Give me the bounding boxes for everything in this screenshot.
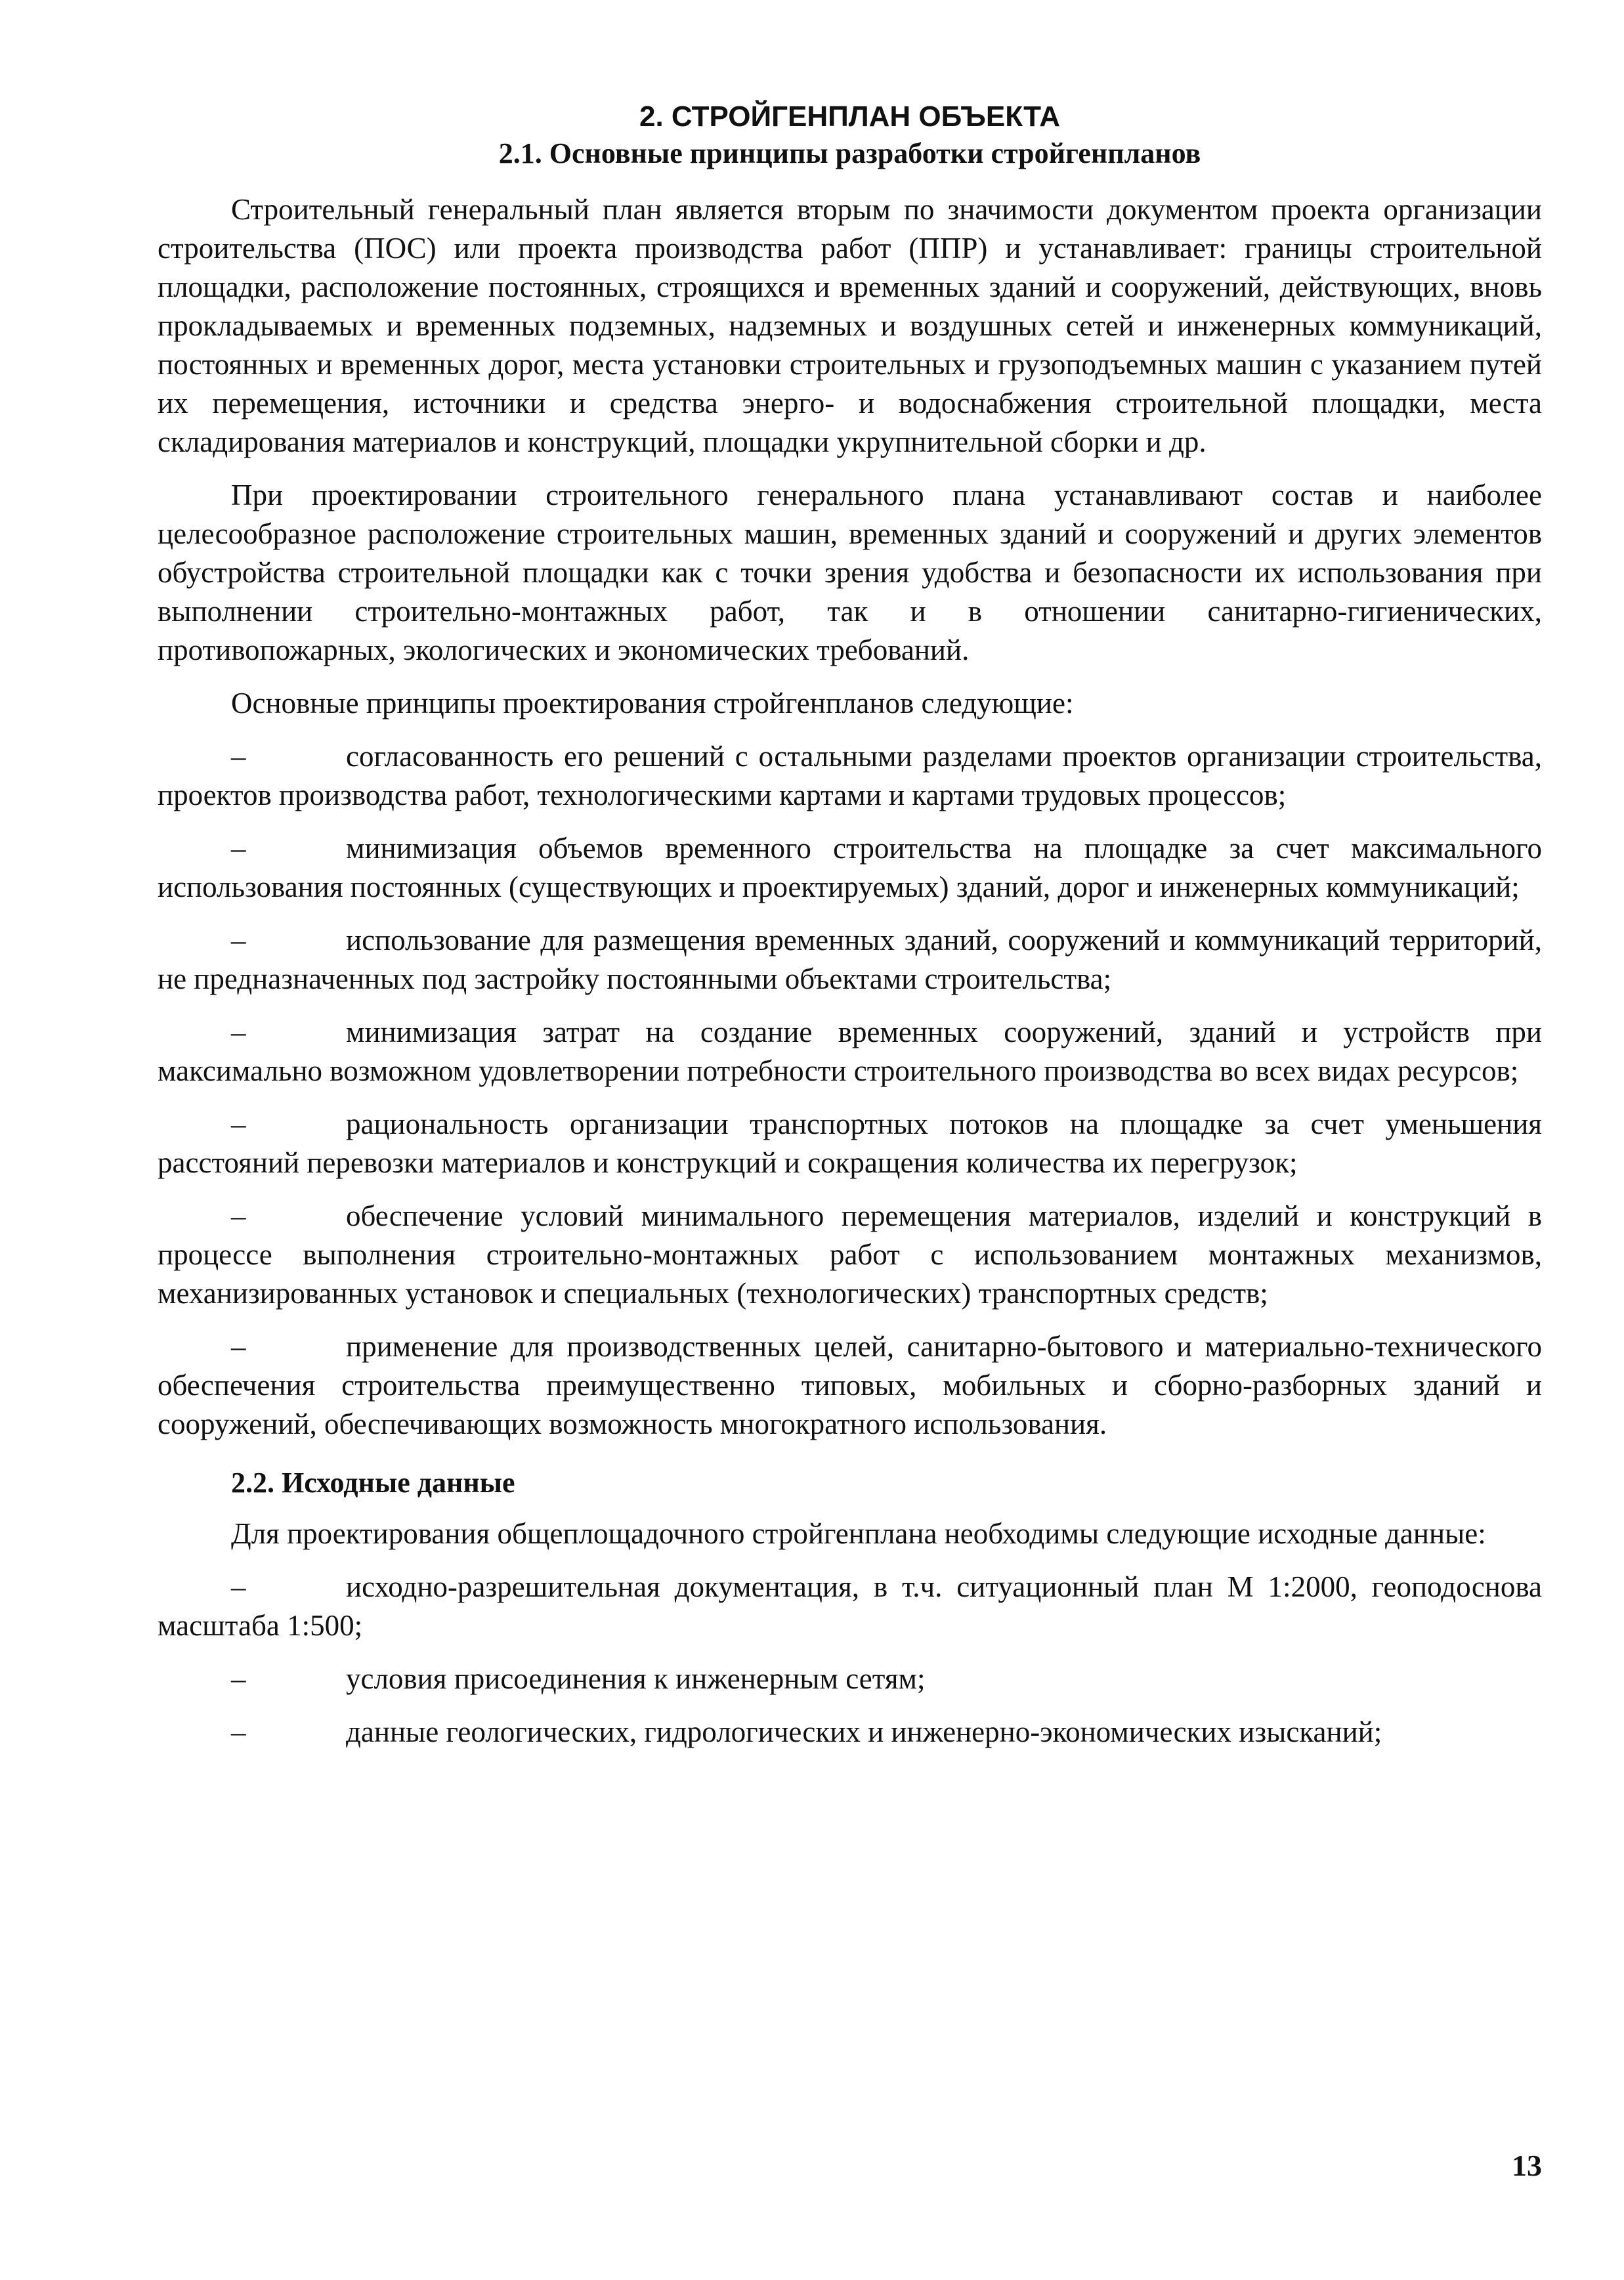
section-heading-2-2: 2.2. Исходные данные [231,1467,515,1499]
list-dash: – [231,1570,246,1603]
list-dash: – [231,1715,246,1748]
list-item-text: применение для производственных целей, санитарно-бытового и материально-технического обеспечения строительства преимущественно типовых, мобильных и сборно-разборных зданий и сооружений, обеспечивающих возможность многократного использования. [158,1330,1542,1440]
list-item [158,1327,1542,1444]
section-heading-2-1: 2.1. Основные принципы разработки стройгенпланов [498,137,1201,169]
list-item-text: обеспечение условий минимального перемещения материалов, изделий и конструкций в процессе выполнения строительно-монтажных работ с использованием монтажных механизмов, механизированных установок и специальных (технологических) транспортных средств; [158,1199,1542,1310]
list-item [158,1660,1542,1698]
list-item-text: минимизация объемов временного строительства на площадке за счет максимального использования постоянных (существующих и проектируемых) зданий, дорог и инженерных коммуникаций; [158,832,1542,903]
list-item-text: условия присоединения к инженерным сетям; [346,1662,926,1695]
list-item-text: исходно-разрешительная документация, в т.ч. ситуационный план М 1:2000, геоподоснова масштаба 1:500; [158,1570,1542,1642]
list-item [158,829,1542,907]
list-item-text: данные геологических, гидрологических и инженерно-экономических изысканий; [346,1715,1382,1748]
list-dash: – [231,832,246,865]
paragraph: Основные принципы проектирования стройгенпланов следующие: [231,687,1074,720]
list-dash: – [231,1016,246,1048]
list-item [158,1013,1542,1090]
list-item [158,1197,1542,1313]
paragraph: При проектировании строительного генерального плана устанавливают состав и наиболее целесообразное расположение строительных машин, временных зданий и сооружений и других элементов обустройства строительной площадки как с точки зрения удобства и безопасности их использования при выполнении строительно-монтажных работ, так и в отношении санитарно-гигиенических, противопожарных, экологических и экономических требований. [158,479,1542,666]
list-item-text: минимизация затрат на создание временных сооружений, зданий и устройств при максимально возможном удовлетворении потребности строительного производства во всех видах ресурсов; [158,1016,1542,1087]
list-dash: – [231,924,246,957]
list-dash: – [231,1108,246,1140]
list-item [158,921,1542,999]
list-item [158,1713,1542,1752]
list-dash: – [231,1199,246,1232]
list-item [158,1568,1542,1645]
page-number: 13 [1512,2149,1542,2182]
list-dash: – [231,1330,246,1363]
list-item [158,737,1542,815]
list-item-text: использование для размещения временных зданий, сооружений и коммуникаций территорий, не предназначенных под застройку постоянными объектами строительства; [158,924,1542,995]
paragraph: Строительный генеральный план является вторым по значимости документом проекта организации строительства (ПОС) или проекта производства работ (ППР) и устанавливает: границы строительной площадки, расположение постоянных, строящихся и временных зданий и сооружений, действующих, вновь прокладываемых и временных подземных, надземных и воздушных сетей и инженерных коммуникаций, постоянных и временных дорог, места установки строительных и грузоподъемных машин с указанием путей их перемещения, источники и средства энерго- и водоснабжения строительной площадки, места складирования материалов и конструкций, площадки укрупнительной сборки и др. [158,193,1542,458]
paragraph: Для проектирования общеплощадочного стройгенплана необходимы следующие исходные данные: [231,1517,1486,1550]
list-item-text: согласованность его решений с остальными разделами проектов организации строительства, проектов производства работ, технологическими картами и картами трудовых процессов; [158,740,1542,811]
page-title: 2. СТРОЙГЕНПЛАН ОБЪЕКТА [639,100,1061,133]
list-dash: – [231,740,246,773]
list-item-text: рациональность организации транспортных потоков на площадке за счет уменьшения расстояний перевозки материалов и конструкций и сокращения количества их перегрузок; [158,1108,1542,1179]
list-dash: – [231,1662,246,1695]
list-item [158,1105,1542,1182]
